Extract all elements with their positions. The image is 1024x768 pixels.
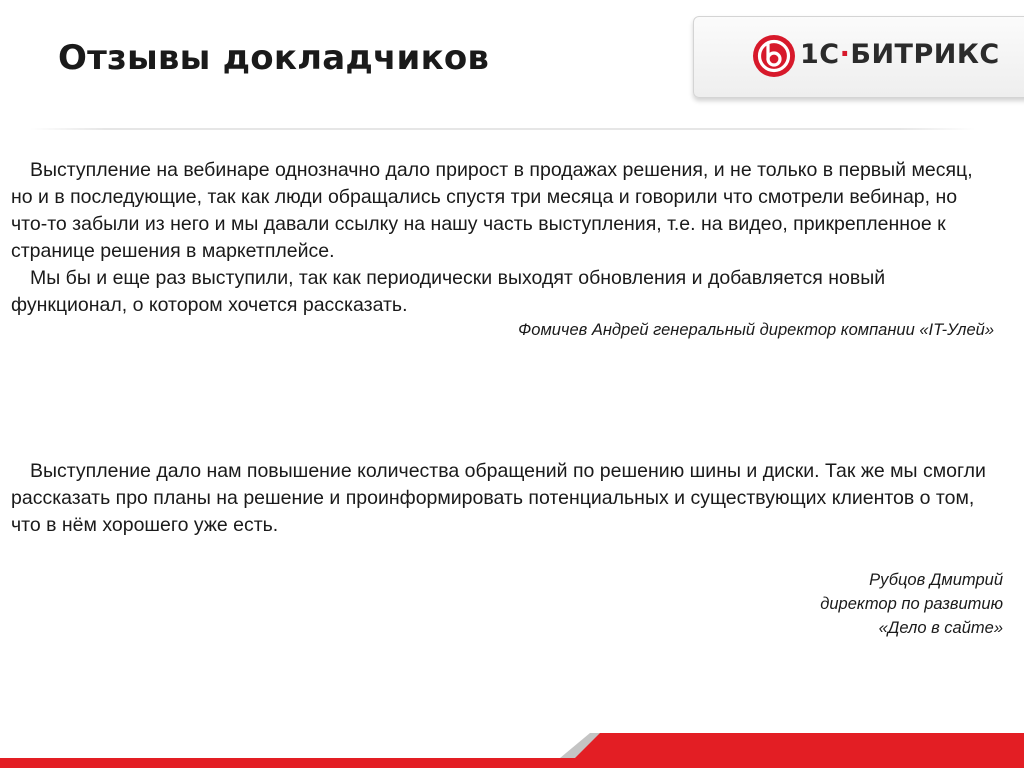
brand-logo bbox=[693, 16, 1024, 98]
testimonial-2-author-company: «Дело в сайте» bbox=[878, 619, 1003, 637]
footer-red-stripe bbox=[0, 733, 1024, 768]
testimonial-1-text bbox=[11, 157, 996, 319]
testimonial-2-author-position: директор по развитию bbox=[820, 595, 1003, 613]
slide-title: Отзывы докладчиков bbox=[58, 38, 490, 78]
header-divider bbox=[30, 128, 975, 130]
testimonial-1-paragraph-1: Выступление на вебинаре однозначно дало прирост в продажах решения, и не только в первый месяц, но и в последующие, так как люди обращались спустя три месяца и говорили что смотрели вебинар, но что-то забыли из него и мы давали ссылку на нашу часть выступления, т.е. на видео, прикрепленное к странице решения в маркетплейсе. bbox=[11, 159, 973, 262]
testimonial-1-author: Фомичев Андрей генеральный директор компании «IT-Улей» bbox=[518, 321, 994, 339]
testimonial-2-author bbox=[820, 568, 1003, 640]
testimonial-1-paragraph-2: Мы бы и еще раз выступили, так как периодически выходят обновления и добавляется новый функционал, о котором хочется рассказать. bbox=[11, 267, 886, 316]
brand-logo-text: 1С·БИТРИКС bbox=[800, 39, 1000, 70]
footer-bar bbox=[0, 728, 1024, 768]
testimonial-2-text bbox=[11, 458, 996, 539]
bitrix-logo-icon bbox=[752, 34, 796, 78]
testimonial-2-author-name: Рубцов Дмитрий bbox=[869, 571, 1003, 589]
testimonial-2-paragraph-1: Выступление дало нам повышение количества обращений по решению шины и диски. Так же мы смогли рассказать про планы на решение и проинформировать потенциальных и существующих клиентов о том, что в нём хорошего уже есть. bbox=[11, 460, 986, 536]
